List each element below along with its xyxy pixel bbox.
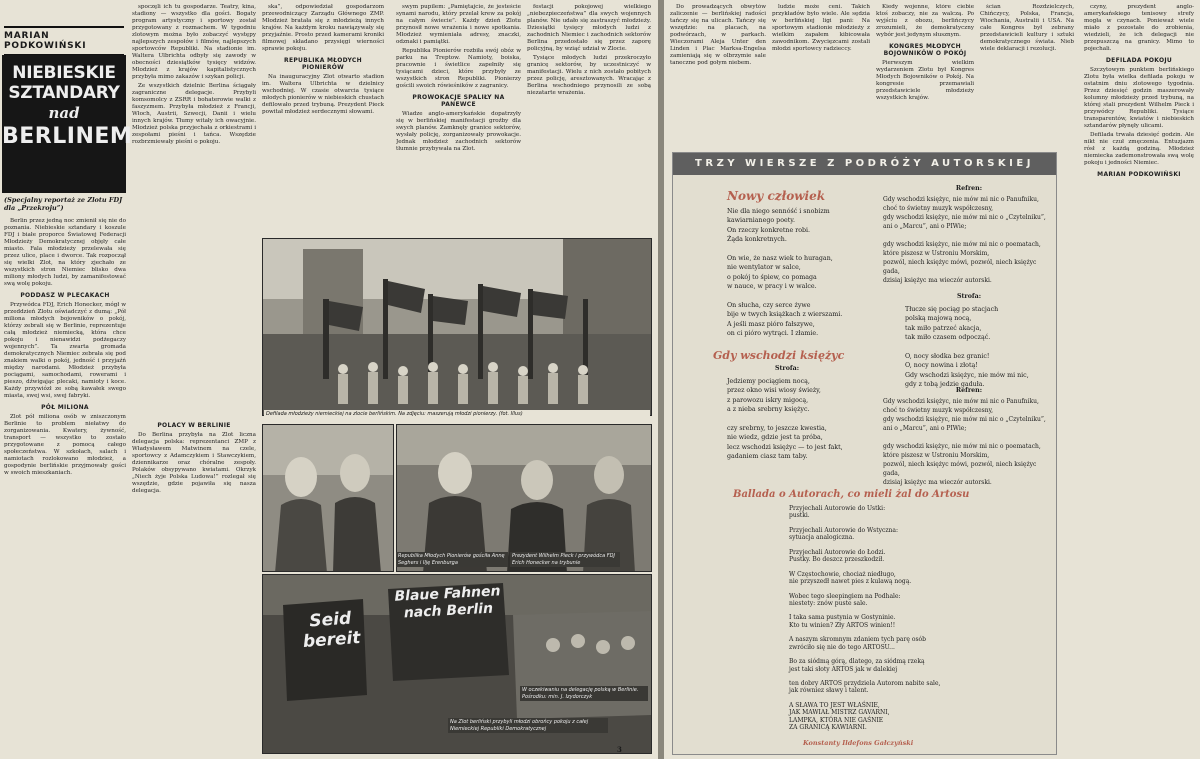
paragraph: Przywódca FDJ, Erich Honecker, mógł w przeddzień Zlotu oświadczyć z dumą: „Pół miliona młodych bojowników o pokój, którzy zebrali się w Berlinie, reprezentuje całą młodzież niemiecką, która chce pokoju i nienawidzi podżegaczy wojennych”. Ta zwarta gromada demokratycznych Niemiec zebrała się pod znakiem walki o pokój, jedność i przyjaźń między narodami. Młodzież przybyła pociągami, samochodami, rowerami i pieszo, dźwigając plecaki, namioty i koce. Każdy przywiózł ze sobą kawałek swego miasta, swej wsi, swej fabryki.	[4, 302, 126, 399]
section-heading: REPUBLIKA MŁODYCH PIONIERÓW	[284, 57, 362, 71]
right-column-2	[772, 4, 870, 144]
article-column-1	[4, 218, 126, 754]
page-number: 3	[617, 745, 622, 754]
poem-2-title: Gdy wschodzi księżyc	[713, 349, 845, 362]
banner-seid-bereit: Seid bereit	[302, 608, 362, 652]
section-heading: POLACY W BERLINIE	[157, 422, 231, 429]
article-title	[2, 55, 133, 193]
article-subtitle: (Specjalny reportaż ze Zlotu FDJ dla „Przekroju”)	[4, 196, 123, 212]
pieck-caption: Prezydent Wilhelm Pieck i przywódca FDJ Erich Honecker na trybunie	[510, 552, 620, 567]
article-column-3b	[132, 418, 256, 630]
right-column-1	[670, 4, 766, 144]
polish-delegation-caption: W oczekiwaniu na delegację polską w Berlinie. Pośrodku: min. J. Izydorczyk	[520, 686, 648, 701]
poem-3-title: Ballada o Autorach, co mieli żal do Artosu	[733, 489, 970, 500]
strofa-label: Strofa:	[774, 365, 800, 372]
paragraph: Tysiące młodych ludzi przekroczyło granicę sektorów, by uczestniczyć w manifestacji. Wielu z nich zostało pobitych przez policję, aresztowanych. Wracając z Berlina wschodniego przynosili ze sobą niezatarte wrażenia.	[527, 55, 651, 96]
paragraph: czyny, prezydent anglo-amerykańskiego tenisowy strefy mogła w czynach. Ponieważ wiele miało z pozostałe do zrobienia, wiedzieli, że ich delegacji nie przepuszczą na granicy. Mimo to pojechali.	[1084, 4, 1194, 52]
poem-2-verses: Jedziemy pociągiem nocą, przez okno wisi wiosy świeży, z parowozu iskry migocą, a z nieba srebrny księżyc. czy srebrny, to jeszcze kwestia, nie wiedz, gdzie jest ta próba, lecz wschodzi księżyc — to jest fakt, gadaniem ciasz tam taby.	[727, 378, 843, 461]
strofa-label-2: Strofa:	[956, 293, 982, 300]
right-column-3	[876, 4, 974, 144]
article-column-5	[527, 4, 651, 236]
paragraph: ścian Rozdzielczych, Chińczycy, Polska, Francja, Wiochania, Australii i USA. Na całe Kongres był zebrany przedstawicieli kultury i sztuki demokratycznego świata. Nieb wiele deklaracji i rezolucji.	[980, 4, 1074, 52]
author-byline: MARIAN PODKOWIŃSKI	[4, 26, 124, 55]
refren-label: Refren:	[955, 185, 983, 192]
article-signature: MARIAN PODKOWIŃSKI	[1097, 171, 1181, 178]
paragraph: Ze wszystkich dzielnic Berlina ściągały zagraniczne delegacje. Przybyli komsomolcy z ZSRR i bohaterowie walki z faszyzmem. Przybyła młodzież z Francji, Włoch, Austrii, Szwecji, Danii i wielu innych krajów. Tłumy witały ich owacyjnie. Młodzież polska przyjechała z orkiestrami i zespołami pieśni i tańca. Wszędzie rozbrzmiewały pieśni o pokoju.	[132, 83, 256, 145]
section-heading: PODDASZ W PLECAKACH	[20, 292, 110, 299]
paragraph: festacji pokojowej wielkiego „niebezpieczeństwa” dla swych wojennych planów. Nie udało się zastraszyć młodzieży. Dziesiątki tysięcy młodych ludzi z zachodnich Niemiec i zachodnich sektorów Berlina przedostało się przez zaporę policyjną, by wziąć udział w Zlocie.	[527, 4, 651, 52]
title-line-3: nad	[48, 104, 80, 122]
article-column-4	[396, 4, 521, 236]
paragraph: Pierwszym wielkim wydarzeniem Zlotu był Kongres Młodych Bojowników o Pokój. Na kongresie przemawiali przedstawiciele młodzieży wszystkich krajów.	[876, 60, 974, 101]
poem-3-verses: Przyjechali Autorowie do Ustki: pustki. Przyjechali Autorowie do Wstyczna: sytuacja analogiczna. Przyjechali Autorowie do Łodzi. Pustky. Bo deszcz przeszkodził. W Częstochowie, chociaż niedługo, nie przyszedł nawet pies z kulawą nogą. Wobec tego sleepingiem na Podhale: niestety: znów puste sale. I taka sama pustynia w Gostyninie. Kto tu winien? Zły ARTOS winien!! A naszym skromnym zdaniem tych parę osób zwróciło się nie do tego ARTOSU... Bo za siódmą górą, dlatego, za siódmą rzeką jest taki słoty ARTOS jak w dalekiej ten dobry ARTOS przydziela Autorom nabite sale, jak równiez sławy i talent. A SŁAWA TO JEST WŁAŚNIE, JAK MAWIAŁ MISTRZ GAVARNI, LAMPKA, KTÓRA NIE GAŚNIE ZA GRANICĄ KAWIARNI.	[789, 505, 941, 731]
title-line-4: BERLINEM	[2, 124, 133, 149]
refren-label-2: Refren:	[955, 387, 983, 394]
section-heading: PROWOKACJE SPALIŁY NA PANEWCE	[412, 94, 505, 108]
paragraph: Do Berlina przybyła na Zlot liczna delegacja polska: reprezentanci ZMP z Władysławem Matwinem na czele, sportowcy z Adamczykiem i Stawczykiem, dziennikarze oraz chóralne zespoły. Polaków obsypywano kwiatami. Okrzyk „Niech żyje Polska Ludowa!” rozlegał się wszędzie, gdzie pojawiła się nasza delegacja.	[132, 432, 256, 494]
article-column-3	[262, 4, 384, 236]
section-heading: DEFILADA POKOJU	[1105, 57, 1173, 64]
poems-header: TRZY WIERSZE Z PODRÓŻY AUTORSKIEJ	[673, 153, 1056, 175]
paragraph: Republika Pionierów rozbiła swój obóz w parku na Treptow. Namioty, boiska, pracownie i świetlice zapełniły się tysiącami dzieci, które przybyły ze wszystkich stron Republiki. Pionierzy gościli swoich rówieśników z zagranicy.	[396, 48, 521, 89]
paragraph: Defilada trwała dziesięć godzin. Ale nikt nie czuł zmęczenia. Entuzjazm rósł z każdą godziną. Młodzież niemiecka zademonstrowała swą wolę pokoju i jedności Niemiec.	[1084, 132, 1194, 166]
paragraph: Szczytowym punktem berlińskiego Zlotu była wielka defilada pokoju w ostatnim dniu zlotowego tygodnia. Przez dziesięć godzin maszerowały kolumny młodzieży przed trybuną, na której stali prezydent Wilhelm Pieck i przywódcy Republiki. Tysiące transparentów, kwiatów i niebieskich sztandarów płynęły ulicami.	[1084, 67, 1194, 129]
paragraph: swym pupilem: „Pamiętajcie, że jesteście synami narodu, który przelał krew za pokój na całym świecie”. Każdy dzień Zlotu przynosił nowe wrażenia i nowe spotkania. Młodzież wymieniała adresy, znaczki, odznaki i pamiątki.	[396, 4, 521, 45]
paragraph: Zlot pół miliona osób w zniszczonym Berlinie to problem niełatwy do zorganizowania. Kwatery, żywność, transport — wszystko to zostało przygotowane z pomocą całego społeczeństwa. W szkołach, salach i namiotach rozlokowano młodzież, a gospodynie berlińskie przyjmowały gości w swoich mieszkaniach.	[4, 414, 126, 476]
section-heading: PÓŁ MILIONA	[41, 404, 89, 411]
poems-box	[672, 152, 1057, 755]
paragraph: ska”, odpowiedział gospodarzom przewodniczący Zarządu Głównego ZMP. Młodzież bratała się z młodzieżą innych krajów. Na każdym kroku nawiązywały się przyjaźnie. Prosto przed kamerami kroniki filmowej składano przysięgi wierności sprawie pokoju.	[262, 4, 384, 52]
paragraph: ludzie może ceni. Takich przykładów było wiele. Ale sędzia w berlińskiej ligi pani: Na sportowym stadionie młodzieży z wielkim zapałem kibicowała zawodnikom. Zwycięzcami zostali młodzi sportowcy radzieccy.	[772, 4, 870, 52]
banner-blaue-fahnen: Blaue Fahnen nach Berlin	[394, 583, 501, 622]
strofa-2-verses: Tłucze się pociąg po stacjach polską majową nocą, tak miło patrzeć akacja, tak miło czasem odpocząć. O, nocy słodka bez granic! O, nocy nowina i złotą! Gdy wschodzi księżyc, nie mów mi nic, gdy z tobą jedzie gaduła.	[905, 306, 1029, 389]
parade-photo	[262, 238, 652, 416]
title-line-2: SZTANDARY	[8, 83, 120, 103]
seghers-caption: Republika Młodych Pionierów gościła Annę Seghers i Ilję Erenburga	[396, 552, 508, 567]
zlot-caption: Na Zlot berliński przybyli młodzi obrońcy pokoju z całej Niemieckiej Republiki Demokratycznej	[448, 718, 608, 733]
poem-signature: Konstanty Ildefons Gałczyński	[803, 739, 914, 747]
right-column-5	[1084, 4, 1194, 754]
seghers-erenburg-photo	[262, 424, 394, 572]
pieck-honecker-photo	[396, 424, 652, 572]
refren-2: Gdy wschodzi księżyc, nie mów mi nic o Panufniku, choć to świetny muzyk współczesny, gdy wschodzi księżyc, nie mów mi nic o „Czytelniku”, ani o „Marcu”, ani o PIWie; gdy wschodzi księżyc, nie mów mi nic o poematach, które piszesz w Ustroniu Morskim, pozwól, niech księżyc mówi, pozwól, niech księżyc gada, dzisiaj księżyc ma wieczór autorski.	[883, 398, 1046, 486]
intro-paragraph: Berlin przez jedną noc zmienił się nie do poznania. Niebieskie sztandary i koszule FDJ i białe proporce Światowej Federacji Młodzieży Demokratycznej objęły całe miasto. Fala młodzieży przelewała się przez ulice, place i dworce. Tak rozpoczął się wielki Zlot, na który zjechało ze wszystkich stron Niemiec blisko dwa miliony młodych ludzi, by zamanifestować swą wolę pokoju.	[4, 218, 126, 287]
section-heading: KONGRES MŁODYCH BOJOWNIKÓW O POKÓJ	[883, 43, 967, 57]
paragraph: Do prowadzących obwytów zaliczenie — berlińskiej radości tańczy się na ulicach. Tańczy się wszędzie: na placach, na podwórzach, w parkach. Wieczorami Aleja Unter den Linden i Plac Marksa-Engelsa zamieniają się w olbrzymie sale taneczne pod gołym niebem.	[670, 4, 766, 66]
poem-1-title: Nowy człowiek	[727, 189, 826, 203]
poem-1-verses: Nie dla niego sennóść i snobizm kawiarnianego poety. On rzeczy konkretne robi. Żąda konkretnych. On wie, że nasz wiek to huragan, nie wentylator w salce, o pokój to śpiew, co pomaga w nauce, w pracy i w walce. On słucha, czy serce żywe bije w twych książkach z wierszami. A jeśli masz pióro fałszywe, on ci pióro wytrąci. I złamie.	[727, 208, 843, 338]
title-line-1: NIEBIESKIE	[12, 63, 116, 83]
paragraph: Wiadze anglo-amerykańskie dopatrzyły się w berlińskiej manifestacji groźby dla swych planów. Zamknęły granice sektorów, wysłały policję, zorganizowały prowokacje. Jednak młodzież zachodnich sektorów tłumnie przybywała na Zlot.	[396, 111, 521, 152]
paragraph: Na inauguracyjny Zlot otwarto stadion im. Waltera Ulbrichta w dzielnicy wschodniej. W czasie otwarcia tysiące młodych pionierów w niebieskich chustach defilowało przed trybuną. Prezydent Pieck powitał młodzież serdecznymi słowami.	[262, 74, 384, 115]
paragraph: Kiedy wojenne, które ciebie ktoś zobaczy, nie za walczą. Po wyjściu z obozu, berlińczycy zrozumieli, że demokratyczny wybór jest jedynym słusznym.	[876, 4, 974, 38]
parade-photo-caption: Defilada młodzieży niemieckiej na zlocie berlińskim. Na zdjęciu: maszerują młodzi pionierzy. (fot. Illus)	[264, 410, 650, 419]
right-column-4	[980, 4, 1074, 144]
refren-1: Gdy wschodzi księżyc, nie mów mi nic o Panufniku, choć to świetny muzyk współczesny, gdy wschodzi księżyc, nie mów mi nic o „Czytelniku”, ani o „Marcu”, ani o PIWie; gdy wschodzi księżyc, nie mów mi nic o poematach, które piszesz w Ustroniu Morskim, pozwól, niech księżyc mówi, pozwól, niech księżyc gada, dzisiaj księżyc ma wieczór autorski.	[883, 196, 1046, 284]
paragraph: spoczęli ich tu gospodarze. Teatry, kina, stadiony — wszystko dla gości. Bogaty program artystyczny i sportowy został przygotowany z rozmachem. W tygodniu zlotowym można było zobaczyć występy najlepszych zespołów i filmów, najlepszych sportowców Republiki. Na stadionie im. Waltera Ulbrichta odbyły się zawody w obecności dziesiątków tysięcy widzów. Młodzież z krajów kapitalistycznych przybyła mimo zakazów i szykan policji.	[132, 4, 256, 80]
